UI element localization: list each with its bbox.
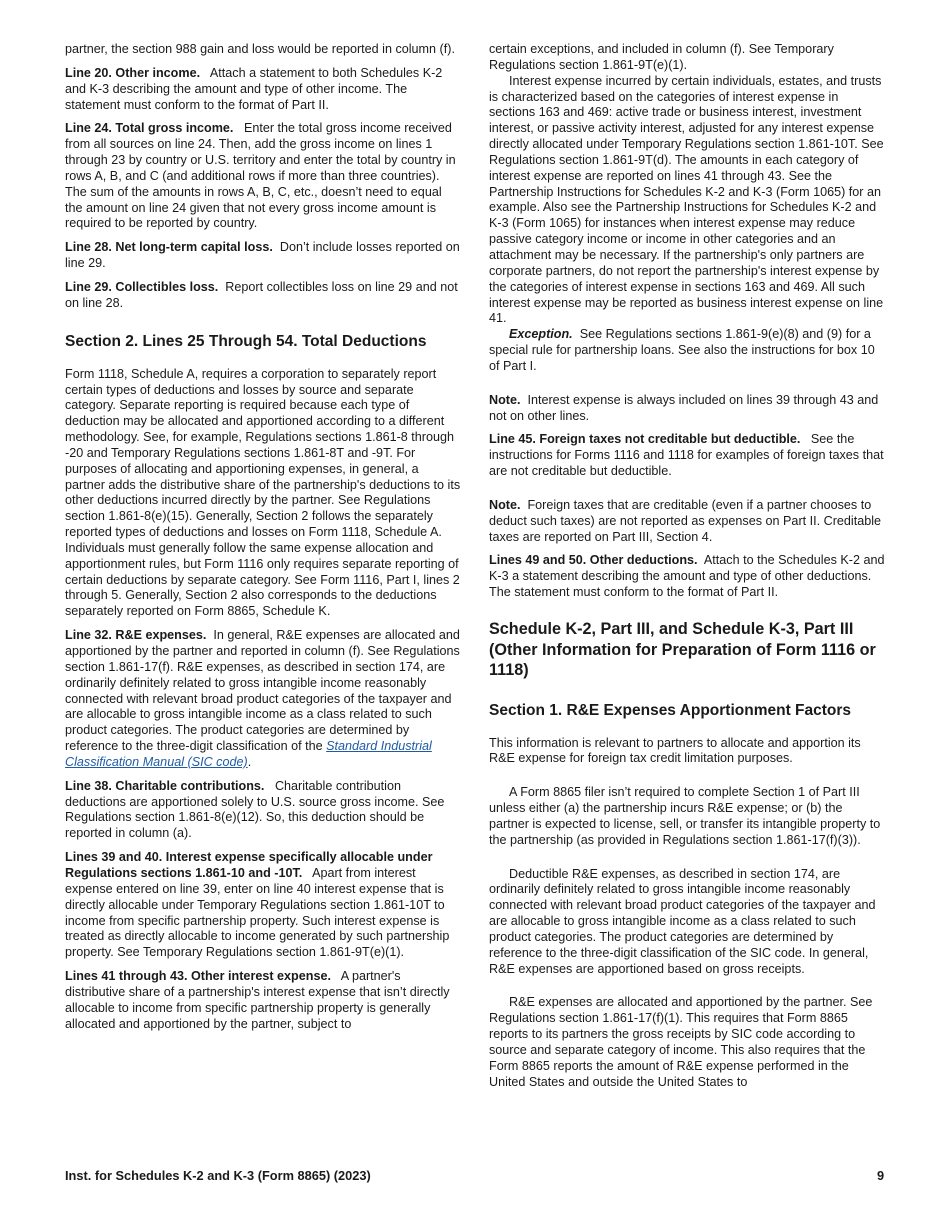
footer-title: Inst. for Schedules K-2 and K-3 (Form 8865) (2023)	[65, 1168, 371, 1183]
deductible-re-paragraph: Deductible R&E expenses, as described in section 174, are ordinarily definitely related to gross intangible income reasonably connected with relevant broad product categories of the taxpayer and are allocable to gross intangible income as a class related to such product categories. The product categories are determined by reference to the three-digit classification of the SIC code. In general, R&E expenses are apportioned based on gross receipts.	[489, 866, 876, 976]
lines-39-40-text: Apart from interest expense entered on line 39, enter on line 40 interest expense that is directly allocable under Temporary Regulations section 1.861-10T to income from specific partnership property. Such interest expense is treated as directly allocable to income generated by such partnership property. See Temporary Regulations section 1.861-9T(e)(1).	[65, 865, 450, 960]
line-24-paragraph	[65, 121, 461, 232]
line-24-text: Enter the total gross income received from all sources on line 24. Then, add the gross income on lines 1 through 23 by country or U.S. territory and enter the total by country in rows A, B, and C (and additional rows if more than three countries). The sum of the amounts in rows A, B, C, etc., doesn’t need to equal the amount on line 24 given that not every gross income amount is required to be reported by country.	[65, 121, 456, 231]
lines-41-43-paragraph	[65, 969, 461, 1032]
exception-heading: Exception.	[509, 327, 573, 342]
lines-39-40-heading: Lines 39 and 40. Interest expense specifically allocable under Regulations sections 1.861-10 and -10T.	[65, 850, 433, 880]
line-32-end: .	[247, 754, 252, 769]
line-32-paragraph	[65, 628, 461, 771]
note-1-paragraph	[489, 393, 885, 425]
form-8865-filer-paragraph: A Form 8865 filer isn’t required to complete Section 1 of Part III unless either (a) the partnership incurs R&E expense; or (b) the partner is expected to license, sell, or transfer its intangible property to the partnership (as provided in Regulations section 1.861-17(f)(3)).	[489, 785, 881, 847]
line-32-heading: Line 32. R&E expenses.	[65, 628, 207, 643]
line-28-text: Don’t include losses reported on line 29.	[65, 240, 460, 271]
line-45-text: See the instructions for Forms 1116 and 1118 for examples of foreign taxes that are not creditable but deductible.	[489, 432, 884, 479]
line-28-heading: Line 28. Net long-term capital loss.	[65, 240, 273, 255]
exception-text: See Regulations sections 1.861-9(e)(8) and (9) for a special rule for partnership loans. See also the instructions for box 10 of Part I.	[489, 327, 875, 373]
section-2-heading: Section 2. Lines 25 Through 54. Total Deductions	[65, 332, 427, 350]
paragraph-continued: certain exceptions, and included in column (f). See Temporary Regulations section 1.861-9T(e)(1).	[489, 42, 834, 72]
re-allocated-paragraph: R&E expenses are allocated and apportioned by the partner. See Regulations section 1.861-17(f)(1). This requires that Form 8865 reports to its partners the gross receipts by SIC code according to source and separate category of income. This also requires that the Form 8865 reports the amount of R&E expense performed in the United States and outside the United States to	[489, 995, 873, 1089]
note-1-heading: Note.	[489, 392, 521, 407]
line-20-text: Attach a statement to both Schedules K-2 and K-3 describing the amount and type of other income. The statement must conform to the format of Part II.	[65, 65, 443, 112]
line-38-text: Charitable contribution deductions are apportioned solely to U.S. source gross income. See Regulations section 1.861-8(e)(12). So, this deduction should be reported in column (a).	[65, 778, 445, 841]
lines-39-40-paragraph	[65, 850, 461, 961]
lines-41-43-text: A partner's distributive share of a partnership's interest expense that isn’t directly allocable to income from specific partnership property is generally allocated and apportioned by the partner, subject to	[65, 969, 450, 1031]
sic-manual-link[interactable]: Standard Industrial Classification Manual (SIC code)	[65, 739, 432, 769]
exception-paragraph	[489, 327, 885, 375]
line-45-heading: Line 45. Foreign taxes not creditable but deductible.	[489, 432, 801, 447]
line-28-paragraph	[65, 240, 461, 272]
line-38-paragraph	[65, 779, 461, 842]
line-38-heading: Line 38. Charitable contributions.	[65, 778, 265, 793]
line-29-text: Report collectibles loss on line 29 and not on line 28.	[65, 279, 458, 310]
note-2-text: Foreign taxes that are creditable (even if a partner chooses to deduct such taxes) are not reported as expenses on Part II. Creditable taxes are reported on Part III, Section 4.	[489, 497, 882, 544]
paragraph-intro: partner, the section 988 gain and loss would be reported in column (f).	[65, 42, 455, 56]
left-column	[65, 42, 461, 1040]
note-2-heading: Note.	[489, 497, 521, 512]
line-24-heading: Line 24. Total gross income.	[65, 121, 234, 136]
lines-49-50-paragraph	[489, 553, 885, 601]
section-2-text: Form 1118, Schedule A, requires a corporation to separately report certain types of deductions and losses by source and separate category. Separate reporting is required because each type of deduction may be allocated and apportioned according to a different methodology. See, for example, Regulations sections 1.861-8 through -20 and Temporary Regulations sections 1.861-8T and -9T. For purposes of allocating and apportioning expenses, in general, a partner adds the distributive share of the partnership's deductions to its other deductions incurred directly by the partner. See Regulations section 1.861-8(e)(15). Generally, Section 2 follows the separately reported types of deductions and losses on Form 1118, Schedule A. Individuals must generally follow the same expense allocation and apportionment rules, but Form 1116 only requires separate reporting of certain deductions by separate category. See Form 1116, Part I, lines 2 through 5. Generally, Section 2 also corresponds to the deductions separately reported on Form 8865, Schedule K.	[65, 366, 461, 619]
page-number: 9	[877, 1168, 885, 1183]
line-20-paragraph	[65, 66, 461, 114]
line-32-text: In general, R&E expenses are allocated and apportioned by the partner and reported in column (f). See Regulations section 1.861-17(f). R&E expenses, as described in section 174, are ordinarily definitely related to gross intangible income reasonably connected with relevant broad product categories of the taxpayer and are allocable to gross intangible income as a class related to such product categories. The product categories are determined by reference to the three-digit classification of the	[65, 628, 460, 754]
note-2-paragraph	[489, 498, 885, 546]
lines-49-50-heading: Lines 49 and 50. Other deductions.	[489, 553, 698, 568]
interest-expense-paragraph: Interest expense incurred by certain individuals, estates, and trusts is characterized based on the categories of interest expense in sections 163 and 469: active trade or business interest, investment interest, or passive activity interest, adjusted for any interest expense directly allocated under Temporary Regulations section 1.861-10T. See Regulations section 1.861-9T(d). The amounts in each category of interest expense are reported on lines 41 through 43. See the Partnership Instructions for Schedules K-2 and K-3 (Form 1065) for an example. Also see the Partnership Instructions for Schedules K-2 and K-3 (Form 1065) for instances when interest expense may reduce passive category income or income in other categories and an attachment may be necessary. If the partnership's only partners are corporate partners, do not report the partnership's interest expense by the categories of interest expense in sections 163 and 469. All such interest expense may be reported as business interest expense on line 41.	[489, 73, 884, 326]
right-column	[489, 42, 885, 1099]
section-1-heading: Section 1. R&E Expenses Apportionment Factors	[489, 701, 852, 719]
line-20-heading: Line 20. Other income.	[65, 65, 201, 80]
schedule-part-3-heading: Schedule K-2, Part III, and Schedule K-3, Part III (Other Information for Preparation of Form 1116 or 1118)	[489, 620, 876, 679]
info-paragraph: This information is relevant to partners to allocate and apportion its R&E expense for foreign tax credit limitation purposes.	[489, 735, 861, 766]
lines-49-50-text: Attach to the Schedules K-2 and K-3 a statement describing the amount and type of other deductions. The statement must conform to the format of Part II.	[489, 553, 885, 600]
note-1-text: Interest expense is always included on lines 39 through 43 and not on other lines.	[489, 392, 879, 423]
line-29-heading: Line 29. Collectibles loss.	[65, 279, 219, 294]
line-45-paragraph	[489, 432, 885, 480]
lines-41-43-heading: Lines 41 through 43. Other interest expense.	[65, 969, 331, 984]
line-29-paragraph	[65, 280, 461, 312]
